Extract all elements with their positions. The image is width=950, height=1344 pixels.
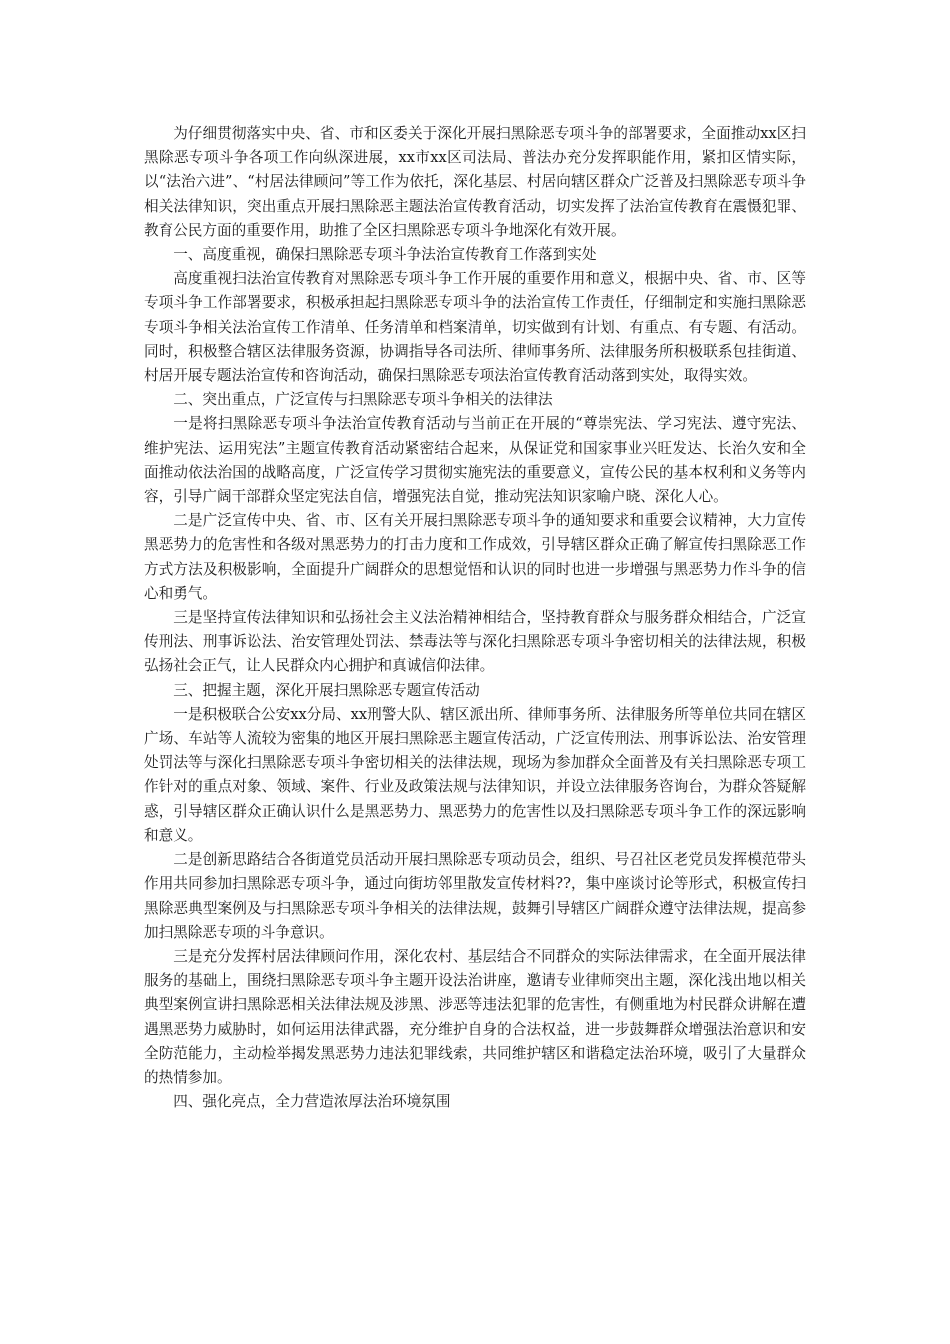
section-2-paragraph-1: 一是将扫黑除恶专项斗争法治宣传教育活动与当前正在开展的“尊崇宪法、学习宪法、遵守宪法、维护宪法、运用宪法”主题宣传教育活动紧密结合起来，从保证党和国家事业兴旺发达、长治久安和全面推动依法治国的战略高度，广泛宣传学习贯彻实施宪法的重要意义，宣传公民的基本权利和义务等内容，引导广阔干部群众坚定宪法自信，增强宪法自觉，推动宪法知识家喻户晓、深化人心。 <box>144 415 806 506</box>
intro-paragraph: 为仔细贯彻落实中央、省、市和区委关于深化开展扫黑除恶专项斗争的部署要求，全面推动xx区扫黑除恶专项斗争各项工作向纵深进展，xx市xx区司法局、普法办充分发挥职能作用，紧扣区情实际，以“法治六进”、“村居法律顾问”等工作为依托，深化基层、村居向辖区群众广泛普及扫黑除恶专项斗争相关法律知识，突出重点开展扫黑除恶主题法治宣传教育活动，切实发挥了法治宣传教育在震慑犯罪、教育公民方面的重要作用，助推了全区扫黑除恶专项斗争地深化有效开展。 <box>144 125 806 239</box>
section-heading-4: 四、强化亮点，全力营造浓厚法治环境氛围 <box>173 1093 451 1111</box>
section-3-paragraph-3: 三是充分发挥村居法律顾问作用，深化农村、基层结合不同群众的实际法律需求，在全面开展法律服务的基础上，围绕扫黑除恶专项斗争主题开设法治讲座，邀请专业律师突出主题，深化浅出地以相关典型案例宣讲扫黑除恶相关法律法规及涉黑、涉恶等违法犯罪的危害性，有侧重地为村民群众讲解在遭遇黑恶势力威胁时，如何运用法律武器，充分维护自身的合法权益，进一步鼓舞群众增强法治意识和安全防范能力，主动检举揭发黑恶势力违法犯罪线索，共同维护辖区和谐稳定法治环境，吸引了大量群众的热情参加。 <box>144 947 806 1086</box>
section-1-paragraph: 高度重视扫法治宣传教育对黑除恶专项斗争工作开展的重要作用和意义，根据中央、省、市、区等专项斗争工作部署要求，积极承担起扫黑除恶专项斗争的法治宣传工作责任，仔细制定和实施扫黑除恶专项斗争相关法治宣传工作清单、任务清单和档案清单，切实做到有计划、有重点、有专题、有活动。同时，积极整合辖区法律服务资源，协调指导各司法所、律师事务所、法律服务所积极联系包挂街道、村居开展专题法治宣传和咨询活动，确保扫黑除恶专项法治宣传教育活动落到实处，取得实效。 <box>144 270 806 385</box>
section-3-paragraph-1: 一是积极联合公安xx分局、xx刑警大队、辖区派出所、律师事务所、法律服务所等单位共同在辖区广场、车站等人流较为密集的地区开展扫黑除恶主题宣传活动，广泛宣传刑法、刑事诉讼法、治安管理处罚法等与深化扫黑除恶专项斗争密切相关的法律法规，现场为参加群众全面普及有关扫黑除恶专项工作针对的重点对象、领域、案件、行业及政策法规与法律知识，并设立法律服务咨询台，为群众答疑解惑，引导辖区群众正确认识什么是黑恶势力、黑恶势力的危害性以及扫黑除恶专项斗争工作的深远影响和意义。 <box>144 705 806 844</box>
section-2-paragraph-3: 三是坚持宣传法律知识和弘扬社会主义法治精神相结合，坚持教育群众与服务群众相结合，广泛宣传刑法、刑事诉讼法、治安管理处罚法、禁毒法等与深化扫黑除恶专项斗争密切相关的法律法规，积极弘扬社会正气，让人民群众内心拥护和真诚信仰法律。 <box>144 609 806 675</box>
section-heading-3: 三、把握主题，深化开展扫黑除恶专题宣传活动 <box>173 681 480 699</box>
document-body <box>144 122 806 1114</box>
section-3-paragraph-2: 二是创新思路结合各街道党员活动开展扫黑除恶专项动员会，组织、号召社区老党员发挥模范带头作用共同参加扫黑除恶专项斗争，通过向街坊邻里散发宣传材料??，集中座谈讨论等形式，积极宣传扫黑除恶典型案例及与扫黑除恶专项斗争相关的法律法规，鼓舞引导辖区广阔群众遵守法律法规，提高参加扫黑除恶专项的斗争意识。 <box>144 851 806 941</box>
section-heading-1: 一、高度重视，确保扫黑除恶专项斗争法治宣传教育工作落到实处 <box>173 246 597 264</box>
section-heading-2: 二、突出重点，广泛宣传与扫黑除恶专项斗争相关的法律法 <box>173 391 553 409</box>
section-2-paragraph-2: 二是广泛宣传中央、省、市、区有关开展扫黑除恶专项斗争的通知要求和重要会议精神，大力宣传黑恶势力的危害性和各级对黑恶势力的打击力度和工作成效，引导辖区群众正确了解宣传扫黑除恶工作方式方法及积极影响，全面提升广阔群众的思想觉悟和认识的同时也进一步增强与黑恶势力作斗争的信心和勇气。 <box>144 512 806 602</box>
